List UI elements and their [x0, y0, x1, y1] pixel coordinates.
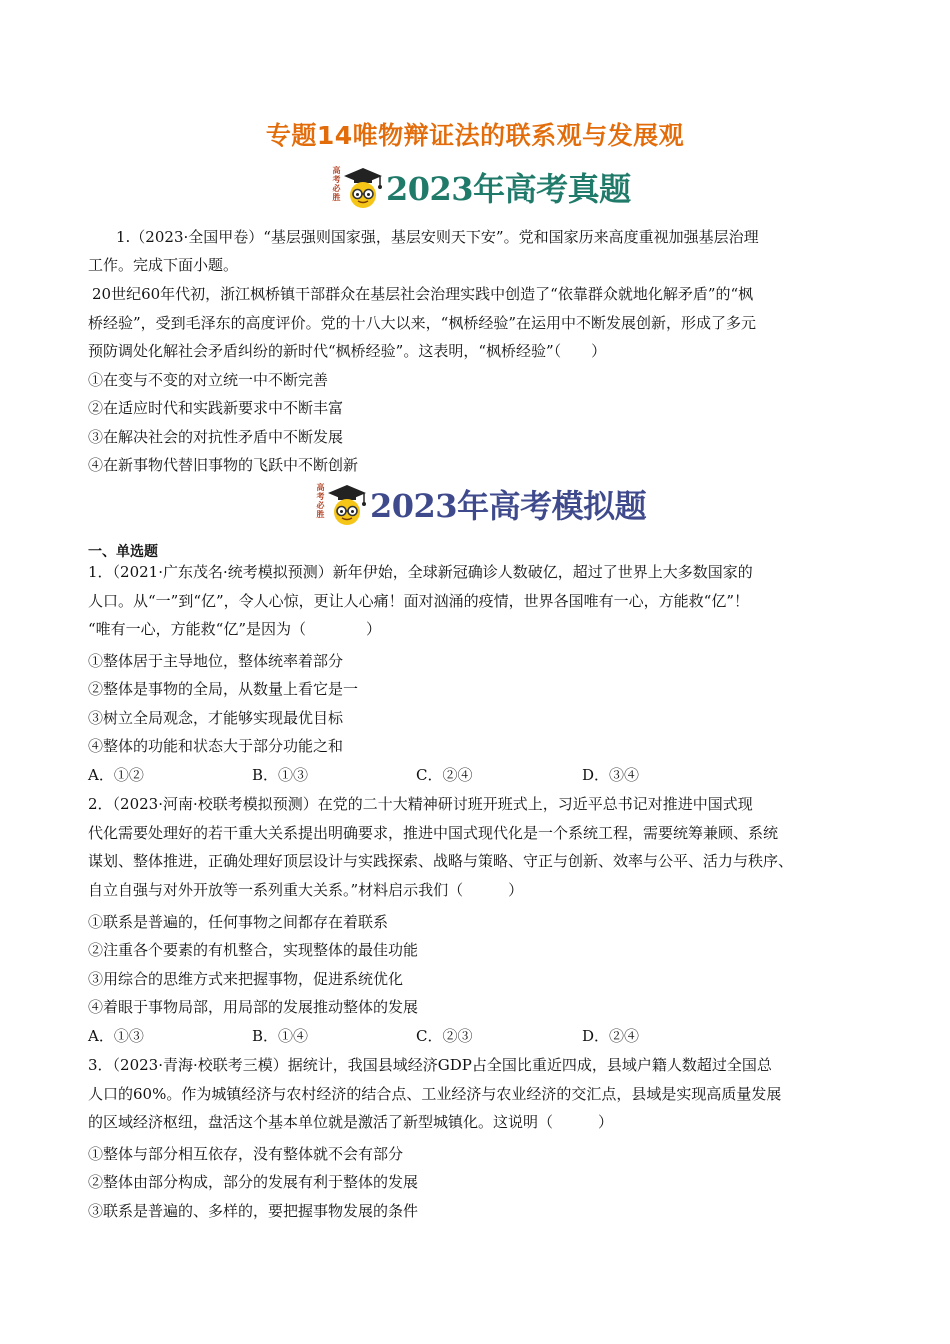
real-q1-option: ③在解决社会的对抗性矛盾中不断发展	[88, 428, 344, 446]
banner-text: 2023年高考模拟题	[370, 487, 647, 525]
choice-a: A．①③	[88, 1027, 144, 1045]
mock-q2-option: ④着眼于事物局部，用局部的发展推动整体的发展	[88, 998, 419, 1016]
real-q1-material-line1: 20世纪60年代初，浙江枫桥镇干部群众在基层社会治理实践中创造了“依靠群众就地化解矛盾”的“枫	[92, 285, 754, 303]
mock-q2-line3: 谋划、整体推进，正确处理好顶层设计与实践探索、战略与策略、守正与创新、效率与公平、活力与秩序、	[88, 852, 794, 870]
mock-q1-option: ④整体的功能和状态大于部分功能之和	[88, 737, 344, 755]
choice-c: C．②④	[416, 766, 473, 784]
choice-c: C．②③	[416, 1027, 473, 1045]
scholar-mascot-icon	[314, 481, 370, 527]
real-q1-option: ①在变与不变的对立统一中不断完善	[88, 371, 329, 389]
mock-q1-option: ③树立全局观念，才能够实现最优目标	[88, 709, 344, 727]
choice-a: A．①②	[88, 766, 144, 784]
choice-b: B．①④	[252, 1027, 309, 1045]
choice-d: D．②④	[582, 1027, 640, 1045]
mock-q2-line1: 2．（2023·河南·校联考模拟预测）在党的二十大精神研讨班开班式上，习近平总书记对推进中国式现	[88, 795, 753, 813]
section-heading-single-choice: 一、单选题	[88, 544, 158, 560]
mock-q2-option: ②注重各个要素的有机整合，实现整体的最佳功能	[88, 941, 419, 959]
mock-q3-option: ②整体由部分构成，部分的发展有利于整体的发展	[88, 1173, 419, 1191]
real-q1-option: ④在新事物代替旧事物的飞跃中不断创新	[88, 456, 359, 474]
banner-text: 2023年高考真题	[386, 170, 631, 208]
document-title: 专题14唯物辩证法的联系观与发展观	[265, 121, 685, 150]
real-q1-stem-line1: 1.（2023·全国甲卷）“基层强则国家强，基层安则天下安”。党和国家历来高度重视加强基层治理	[116, 228, 759, 246]
mock-q2-option: ③用综合的思维方式来把握事物，促进系统优化	[88, 970, 404, 988]
badge-text: 高考必胜	[316, 483, 326, 519]
badge-text: 高考必胜	[332, 166, 342, 202]
choice-d: D．③④	[582, 766, 640, 784]
mock-q3-option: ①整体与部分相互依存，没有整体就不会有部分	[88, 1145, 404, 1163]
real-q1-stem-line2: 工作。完成下面小题。	[88, 256, 239, 274]
mock-q2-line4: 自立自强与对外开放等一系列重大关系。”材料启示我们（ ）	[88, 881, 524, 899]
mock-q3-line2: 人口的60%。作为城镇经济与农村经济的结合点、工业经济与农业经济的交汇点，县域是实现高质量发展	[88, 1085, 782, 1103]
scholar-mascot-icon	[330, 164, 386, 210]
real-q1-material-line3: 预防调处化解社会矛盾纠纷的新时代“枫桥经验”。这表明，“枫桥经验”（ ）	[88, 342, 607, 360]
mock-q1-line1: 1．（2021·广东茂名·统考模拟预测）新年伊始，全球新冠确诊人数破亿，超过了世界上大多数国家的	[88, 563, 753, 581]
mock-q1-option: ②整体是事物的全局，从数量上看它是一	[88, 680, 359, 698]
mock-q2-option: ①联系是普遍的，任何事物之间都存在着联系	[88, 913, 389, 931]
mock-q2-line2: 代化需要处理好的若干重大关系提出明确要求，推进中国式现代化是一个系统工程，需要统筹兼顾、系统	[88, 824, 779, 842]
mock-q1-line3: “唯有一心，方能救“亿”是因为（ ）	[88, 620, 382, 638]
mock-q3-line1: 3．（2023·青海·校联考三模）据统计，我国县域经济GDP占全国比重近四成，县域户籍人数超过全国总	[88, 1056, 772, 1074]
real-q1-material-line2: 桥经验”，受到毛泽东的高度评价。党的十八大以来，“枫桥经验”在运用中不断发展创新，形成了多元	[88, 314, 757, 332]
banner-mock-exam	[314, 481, 646, 527]
choice-b: B．①③	[252, 766, 309, 784]
mock-q3-option: ③联系是普遍的、多样的，要把握事物发展的条件	[88, 1202, 419, 1220]
mock-q3-line3: 的区域经济枢纽，盘活这个基本单位就是激活了新型城镇化。这说明（ ）	[88, 1113, 614, 1131]
mock-q1-answer-choices	[88, 764, 788, 786]
real-q1-option: ②在适应时代和实践新要求中不断丰富	[88, 399, 344, 417]
mock-q1-line2: 人口。从“一”到“亿”，令人心惊，更让人心痛！面对汹涌的疫情，世界各国唯有一心，方能救“亿”！	[88, 592, 750, 610]
banner-real-exam	[330, 164, 631, 210]
mock-q1-option: ①整体居于主导地位，整体统率着部分	[88, 652, 344, 670]
mock-q2-answer-choices	[88, 1025, 788, 1047]
